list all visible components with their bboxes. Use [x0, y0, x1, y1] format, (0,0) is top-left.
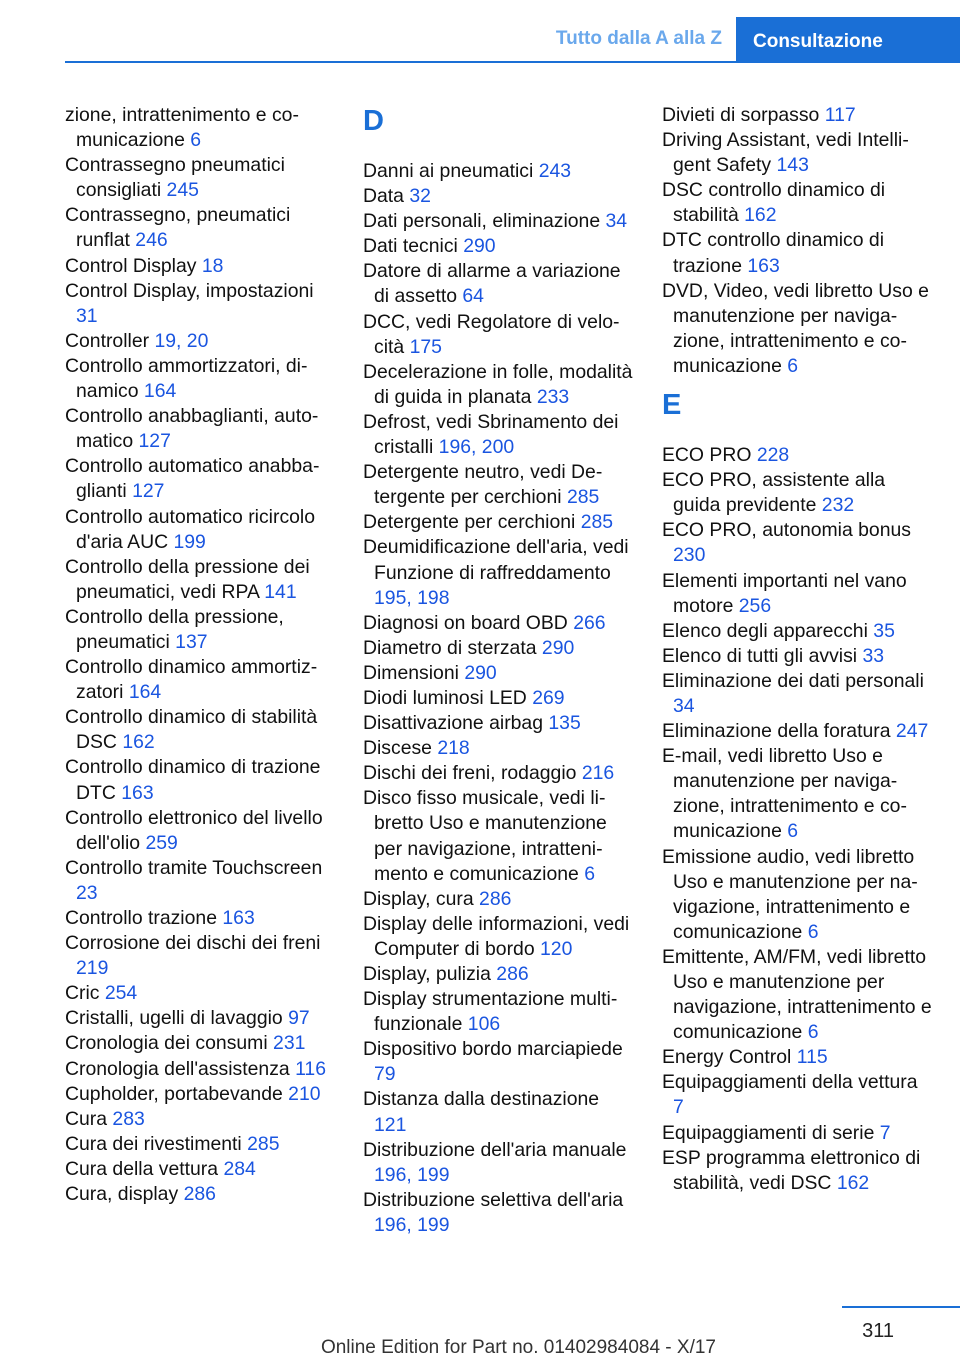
index-entry-page-link[interactable]: 210 [288, 1082, 321, 1105]
index-entry-text: Controllo dinamico di trazione DTC [65, 756, 321, 804]
index-entry [363, 1188, 633, 1238]
index-entry-text: Cura dei rivestimenti [65, 1132, 242, 1155]
index-entry-text: Contrassegno, pneumatici runflat [65, 204, 291, 252]
index-entry-page-link[interactable]: 284 [223, 1157, 256, 1180]
index-entry-page-link[interactable]: 34 [673, 694, 695, 717]
index-entry [363, 234, 633, 259]
index-entry [363, 1037, 633, 1087]
index-entry-text: Driving Assistant, vedi Intelligent Safety [662, 129, 909, 177]
index-entry-page-link[interactable]: 33 [862, 644, 885, 667]
index-entry [363, 761, 633, 786]
index-entry-text: Detergente neutro, vedi Detergente per cerchioni [363, 461, 603, 509]
index-entry [65, 1157, 335, 1182]
index-entry-text: Cronologia dei consumi [65, 1032, 268, 1055]
index-entry [662, 518, 932, 568]
index-entry-text: Elementi importanti nel vano motore [662, 569, 907, 617]
index-entry-text: Display delle informazioni, vedi Computer di bordo [363, 912, 630, 960]
index-entry-page-link[interactable]: 162 [744, 204, 777, 227]
index-entry [662, 228, 932, 278]
index-entry [662, 644, 932, 669]
index-entry-text: Control Display [65, 254, 197, 277]
index-entry-page-link[interactable]: 231 [273, 1032, 306, 1055]
index-entry-page-link[interactable]: 196, 199 [374, 1163, 450, 1186]
index-entry-text: DSC controllo dinamico di stabilità [662, 179, 886, 227]
index-entry [65, 1082, 335, 1107]
index-entry [662, 744, 932, 844]
index-entry-page-link[interactable]: 290 [541, 636, 575, 659]
index-entry-page-link[interactable]: 137 [175, 630, 208, 653]
index-entry [363, 962, 633, 987]
index-entry-page-link[interactable]: 121 [374, 1113, 407, 1136]
index-entry [363, 360, 633, 410]
page-number: 311 [862, 1320, 894, 1342]
index-entry-page-link[interactable]: 164 [143, 380, 177, 403]
index-entry-page-link[interactable]: 141 [264, 580, 297, 603]
index-entry-page-link[interactable]: 18 [201, 254, 224, 277]
index-entry [363, 310, 633, 360]
index-entry [65, 931, 335, 981]
index-entry-text: Equipaggiamenti della vettura [662, 1071, 918, 1094]
index-entry-page-link[interactable]: 233 [536, 385, 570, 408]
index-entry-page-link[interactable]: 6 [787, 820, 799, 843]
index-entry-text: Emissione audio, vedi libretto Uso e manutenzione per navigazione, intrattenimento e comunicazione [662, 845, 918, 943]
index-entry-text: Disattivazione airbag [363, 712, 543, 735]
index-entry-text: Controllo tramite Touchscreen [65, 856, 323, 879]
index-letter-heading: D [363, 105, 384, 137]
index-entry-page-link[interactable]: 163 [222, 907, 255, 929]
index-entry-page-link[interactable]: 127 [138, 430, 171, 453]
index-entry-text: Datore di allarme a variazione di assetto [363, 260, 621, 308]
index-entry-text: Cupholder, portabevande [65, 1082, 283, 1105]
index-entry-text: ESP programma elettronico di stabilità, vedi DSC [662, 1146, 921, 1194]
index-entry [65, 404, 335, 454]
index-entry-page-link[interactable]: 175 [409, 335, 442, 358]
index-entry-page-link[interactable]: 6 [807, 920, 819, 943]
index-entry [363, 410, 633, 460]
index-entry [662, 1146, 932, 1196]
index-entry-text: Corrosione dei dischi dei freni [65, 932, 321, 955]
index-column-2 [363, 103, 633, 1238]
index-entry-text: Elenco degli apparecchi [662, 619, 868, 642]
index-entry-text: Cura, display [65, 1183, 179, 1206]
index-entry [363, 259, 633, 309]
index-entry [65, 203, 335, 253]
index-entry [65, 329, 335, 354]
index-entry-page-link[interactable]: 290 [463, 235, 496, 258]
index-entry [363, 912, 633, 962]
index-entry [363, 711, 633, 736]
index-entry-page-link[interactable]: 115 [796, 1046, 828, 1069]
index-entry-text: DVD, Video, vedi libretto Uso e manutenzione per navigazione, intrattenimento e comunicazione [662, 279, 929, 377]
index-entry-text: Control Display, impostazioni [65, 279, 314, 302]
index-entry-text: Diagnosi on board OBD [363, 611, 568, 634]
index-entry-text: Display, pulizia [363, 963, 491, 985]
index-entry-page-link[interactable]: 232 [821, 494, 855, 517]
index-entry [662, 1045, 932, 1070]
index-entry [662, 443, 932, 468]
index-entry-page-link[interactable]: 6 [807, 1021, 819, 1044]
index-entry [662, 845, 932, 945]
index-entry-text: Controllo elettronico del livello dell'olio [65, 806, 323, 854]
index-entry [65, 1031, 335, 1056]
index-entry-text: Controller [65, 329, 150, 352]
index-entry [65, 1006, 335, 1031]
index-entry-text: Dati tecnici [363, 235, 458, 258]
index-entry [363, 987, 633, 1037]
index-entry-page-link[interactable]: 256 [738, 594, 772, 617]
index-entry [662, 1121, 932, 1146]
index-entry [65, 555, 335, 605]
index-entry [65, 1057, 335, 1082]
index-entry-page-link[interactable]: 35 [873, 619, 895, 642]
index-entry-text: Controllo trazione [65, 907, 217, 929]
index-entry-page-link[interactable]: 97 [288, 1007, 310, 1030]
index-entry-page-link[interactable]: 117 [824, 104, 856, 126]
index-entry [662, 719, 932, 744]
index-entry [662, 279, 932, 379]
index-entry-page-link[interactable]: 286 [183, 1183, 216, 1206]
index-entry [65, 1182, 335, 1207]
index-entry [65, 1132, 335, 1157]
index-entry-text: Cric [65, 982, 100, 1005]
index-entry [662, 1070, 932, 1120]
index-entry-page-link[interactable]: 120 [540, 937, 573, 960]
index-entry-text: Deumidificazione dell'aria, vedi Funzione di raffreddamento [363, 536, 629, 584]
index-entry-text: ECO PRO [662, 444, 752, 467]
header-rule [65, 61, 960, 63]
index-entry-page-link[interactable]: 245 [166, 179, 199, 202]
index-entry-page-link[interactable]: 243 [538, 160, 572, 182]
index-entry-text: Data [363, 185, 404, 208]
index-entry-page-link[interactable]: 216 [581, 762, 615, 785]
index-entry [363, 510, 633, 535]
index-entry [65, 505, 335, 555]
index-entry-text: Distribuzione dell'aria manuale [363, 1138, 627, 1161]
index-entry-page-link[interactable]: 23 [76, 881, 98, 904]
index-entry-page-link[interactable]: 6 [787, 354, 799, 377]
index-entry-text: Discese [363, 737, 432, 760]
index-entry-page-link[interactable]: 127 [132, 480, 165, 503]
index-entry-text: Distanza dalla destinazione [363, 1088, 600, 1111]
index-entry [65, 755, 335, 805]
index-entry [65, 153, 335, 203]
index-entry [363, 535, 633, 610]
index-entry [65, 1107, 335, 1132]
index-entry-text: Elenco di tutti gli avvisi [662, 644, 858, 667]
index-entry-text: Eliminazione della foratura [662, 720, 891, 743]
index-entry-text: Emittente, AM/FM, vedi libretto Uso e manutenzione per navigazione, intrattenimento e comunicazione [662, 945, 932, 1044]
index-letter-heading: E [662, 389, 682, 422]
index-entry-text: Divieti di sorpasso [662, 104, 820, 126]
index-entry [65, 605, 335, 655]
index-entry-page-link[interactable]: 135 [548, 712, 581, 735]
index-entry-text: Dati personali, eliminazione [363, 210, 601, 233]
index-entry-page-link[interactable]: 285 [580, 511, 614, 534]
index-entry-text: Energy Control [662, 1046, 792, 1069]
index-entry-text: Diametro di sterzata [363, 636, 537, 659]
index-entry-page-link[interactable]: 247 [895, 720, 929, 743]
index-entry-page-link[interactable]: 163 [747, 254, 780, 277]
index-entry-page-link[interactable]: 246 [135, 229, 168, 252]
index-entry [363, 636, 633, 661]
index-entry [662, 569, 932, 619]
header-tab-consultazione[interactable]: Consultazione [736, 17, 960, 61]
index-entry-page-link[interactable]: 164 [128, 681, 162, 704]
index-entry-page-link[interactable]: 196, 200 [438, 436, 515, 459]
index-entry-page-link[interactable]: 196, 199 [374, 1213, 450, 1236]
index-entry [363, 460, 633, 510]
index-entry [65, 806, 335, 856]
index-column-1 [65, 103, 335, 1207]
index-entry [662, 178, 932, 228]
index-entry-text: Controllo della pressione dei pneumatici, vedi RPA [65, 555, 310, 603]
index-entry-page-link[interactable]: 116 [295, 1057, 326, 1080]
index-entry-text: Controllo automatico ricircolo d'aria AUC [65, 505, 316, 553]
index-entry [65, 354, 335, 404]
index-entry-page-link[interactable]: 143 [776, 154, 809, 177]
index-entry-text: Dispositivo bordo marciapiede [363, 1038, 623, 1061]
index-entry-text: Controllo della pressione, pneumatici [65, 605, 284, 653]
index-entry [363, 159, 633, 184]
index-entry-page-link[interactable]: 19, 20 [154, 329, 209, 352]
index-entry [65, 906, 335, 931]
index-entry-text: Cura [65, 1107, 108, 1130]
index-entry [65, 705, 335, 755]
index-entry-page-link[interactable]: 286 [496, 963, 529, 985]
index-entry-text: Cronologia dell'assistenza [65, 1057, 290, 1080]
index-entry-page-link[interactable]: 290 [464, 661, 497, 684]
index-entry-text: zione, intrattenimento e comunicazione [65, 104, 299, 152]
index-entry [363, 887, 633, 912]
index-entry-page-link[interactable]: 163 [121, 781, 154, 804]
index-entry-page-link[interactable]: 218 [437, 737, 470, 760]
index-entry [65, 454, 335, 504]
index-entry-text: Display, cura [363, 887, 474, 910]
index-entry-page-link[interactable]: 266 [573, 611, 606, 634]
index-entry [363, 1087, 633, 1137]
index-entry [363, 184, 633, 209]
index-entry [65, 279, 335, 329]
index-entry [65, 103, 335, 153]
index-entry-page-link[interactable]: 7 [879, 1121, 891, 1144]
index-entry-text: E-mail, vedi libretto Uso e manutenzione per navigazione, intrattenimento e comunicazione [662, 745, 907, 843]
index-entry-page-link[interactable]: 31 [76, 304, 98, 327]
index-entry-text: Dimensioni [363, 661, 459, 684]
index-entry [65, 254, 335, 279]
index-entry [363, 686, 633, 711]
index-entry-text: ECO PRO, assistente alla guida previdente [662, 469, 886, 517]
index-entry [363, 736, 633, 761]
index-entry-page-link[interactable]: 259 [145, 831, 178, 854]
index-entry-page-link[interactable]: 195, 198 [374, 586, 450, 609]
index-entry-text: Decelerazione in folle, modalità di guida in planata [363, 360, 633, 408]
index-entry-text: Controllo ammortizzatori, dinamico [65, 354, 308, 403]
index-entry-page-link[interactable]: 79 [374, 1063, 396, 1086]
index-entry-text: Equipaggiamenti di serie [662, 1121, 875, 1144]
index-entry [662, 669, 932, 719]
index-entry [662, 128, 932, 178]
index-entry [65, 981, 335, 1006]
index-entry-text: Cristalli, ugelli di lavaggio [65, 1007, 283, 1030]
index-entry-page-link[interactable]: 285 [247, 1132, 280, 1155]
index-entry-text: Controllo dinamico ammortizzatori [65, 656, 318, 704]
index-entry [363, 209, 633, 234]
index-entry-page-link[interactable]: 162 [836, 1171, 870, 1194]
index-entry-text: Cura della vettura [65, 1157, 219, 1180]
index-entry-page-link[interactable]: 283 [112, 1107, 145, 1130]
index-entry-page-link[interactable]: 254 [104, 982, 138, 1005]
index-entry-text: DCC, vedi Regolatore di velocità [363, 310, 620, 358]
index-entry-text: Contrassegno pneumatici consigliati [65, 154, 285, 202]
index-entry [363, 611, 633, 636]
index-entry-page-link[interactable]: 106 [467, 1013, 501, 1036]
index-entry-page-link[interactable]: 32 [409, 185, 431, 208]
index-entry [363, 786, 633, 886]
index-entry-text: Diodi luminosi LED [363, 686, 527, 709]
index-entry-text: Controllo anabbaglianti, automatico [65, 405, 319, 453]
index-entry-page-link[interactable]: 6 [584, 862, 595, 885]
index-entry-text: Eliminazione dei dati personali [662, 669, 924, 692]
footer-rule [842, 1306, 960, 1308]
edition-footer: Online Edition for Part no. 01402984084 - X/17 [320, 1337, 716, 1358]
index-entry-page-link[interactable]: 64 [462, 285, 484, 308]
index-entry-text: DTC controllo dinamico di trazione [662, 229, 884, 277]
index-entry [65, 856, 335, 906]
index-entry-page-link[interactable]: 286 [479, 887, 512, 910]
index-entry-page-link[interactable]: 269 [532, 686, 565, 709]
index-entry-text: Distribuzione selettiva dell'aria [363, 1188, 624, 1211]
index-entry-text: Dischi dei freni, rodaggio [363, 762, 577, 785]
index-entry-page-link[interactable]: 285 [566, 486, 600, 509]
index-entry [662, 945, 932, 1045]
index-entry [662, 619, 932, 644]
index-entry-page-link[interactable]: 230 [673, 544, 706, 567]
index-entry-page-link[interactable]: 34 [605, 210, 628, 233]
index-entry-page-link[interactable]: 228 [756, 444, 790, 467]
index-entry [662, 468, 932, 518]
index-entry-page-link[interactable]: 199 [173, 530, 206, 553]
index-entry-text: Disco fisso musicale, vedi libretto Uso e manutenzione per navigazione, intrattenimento e comunicazione [363, 787, 607, 885]
index-entry-text: Display strumentazione multifunzionale [363, 988, 618, 1036]
index-entry-page-link[interactable]: 162 [122, 731, 155, 754]
index-entry [363, 661, 633, 686]
index-entry-page-link[interactable]: 7 [673, 1096, 684, 1119]
index-entry [65, 655, 335, 705]
index-entry-text: Controllo dinamico di stabilità DSC [65, 706, 318, 754]
index-entry [662, 103, 932, 128]
index-entry-text: Controllo automatico anabbaglianti [65, 455, 320, 503]
header-section-title: Tutto dalla A alla Z [555, 28, 722, 49]
index-entry [363, 1138, 633, 1188]
index-column-3 [662, 103, 932, 1196]
index-entry-text: Detergente per cerchioni [363, 511, 576, 534]
index-entry-page-link[interactable]: 219 [76, 957, 109, 980]
index-entry-text: Defrost, vedi Sbrinamento dei cristalli [363, 410, 619, 459]
index-entry-text: Danni ai pneumatici [363, 160, 534, 182]
index-entry-page-link[interactable]: 6 [190, 129, 202, 152]
index-entry-text: ECO PRO, autonomia bonus [662, 519, 911, 542]
